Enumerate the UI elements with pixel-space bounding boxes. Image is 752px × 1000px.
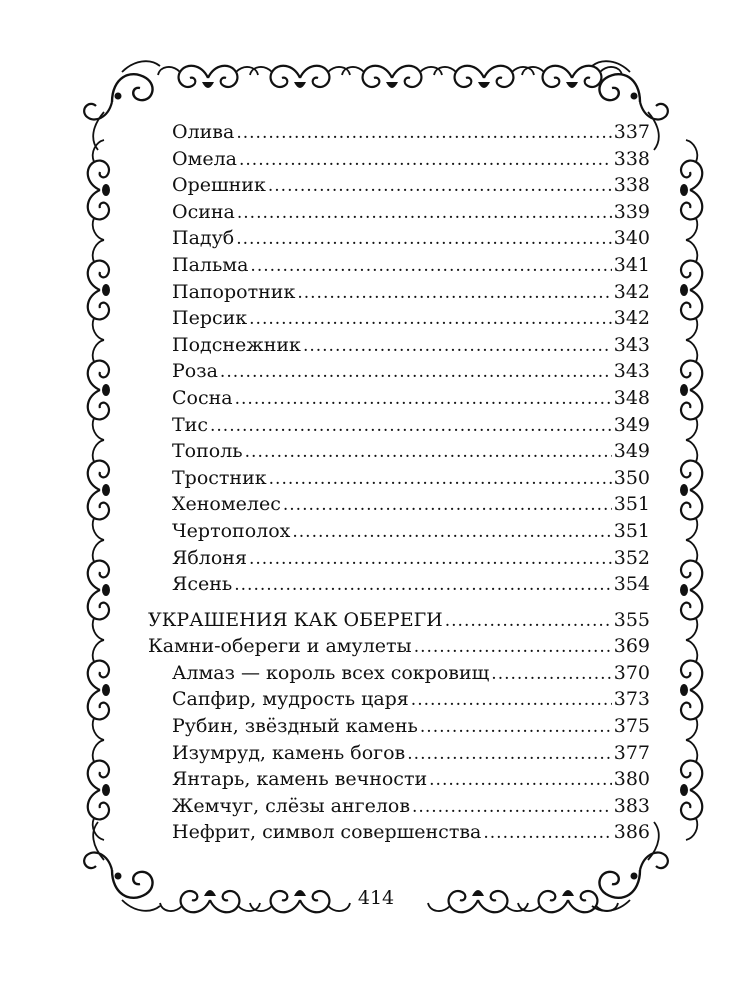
toc-entry[interactable]: [140, 334, 650, 361]
dot-leader: [249, 309, 612, 329]
toc-entry[interactable]: [140, 360, 650, 387]
toc-entry-title: Падуб: [172, 227, 235, 250]
toc-entry-title: Сосна: [172, 386, 233, 409]
page-number: 414: [357, 887, 395, 909]
toc-entry[interactable]: [140, 307, 650, 334]
toc-entry[interactable]: [140, 281, 650, 308]
toc-entry-title: Орешник: [172, 174, 266, 197]
toc-entry-page: 352: [613, 546, 650, 569]
toc-entry-title: Яблоня: [172, 546, 247, 569]
dot-leader: [210, 416, 612, 436]
dot-leader: [445, 611, 612, 631]
toc-entry-page: 338: [613, 174, 650, 197]
toc-entry[interactable]: [140, 201, 650, 228]
stone-entries: [140, 662, 650, 848]
toc-entry-page: 343: [613, 333, 650, 356]
toc-entry-title: Алмаз — король всех сокровищ: [172, 661, 490, 684]
toc-entry-page: 349: [613, 413, 650, 436]
dot-leader: [429, 770, 612, 790]
toc-entry[interactable]: [140, 715, 650, 742]
dot-leader: [237, 203, 612, 223]
toc-entry-title: Камни-обереги и амулеты: [148, 635, 412, 658]
toc-entry-page: 342: [613, 280, 650, 303]
toc-subsection-entry[interactable]: [140, 635, 650, 662]
toc-entry[interactable]: [140, 467, 650, 494]
toc-entry-title: Рубин, звёздный камень: [172, 715, 418, 738]
toc-entry[interactable]: [140, 148, 650, 175]
toc-entry-title: Папоротник: [172, 280, 296, 303]
dot-leader: [412, 797, 612, 817]
dot-leader: [236, 123, 611, 143]
dot-leader: [407, 744, 611, 764]
dot-leader: [268, 176, 612, 196]
toc-entry-title: Сапфир, мудрость царя: [172, 688, 409, 711]
toc-entry-title: Ясень: [172, 573, 233, 596]
toc-entry-page: 337: [613, 121, 650, 143]
toc-entry-title: Янтарь, камень вечности: [172, 768, 428, 791]
toc-entry-page: 348: [613, 386, 650, 409]
dot-leader: [245, 442, 612, 462]
toc-entry-page: 343: [613, 360, 650, 383]
toc-entry-page: 354: [613, 573, 650, 596]
toc-entry[interactable]: [140, 573, 650, 600]
toc-entry[interactable]: [140, 688, 650, 715]
toc-entry[interactable]: [140, 795, 650, 822]
toc-entry[interactable]: [140, 414, 650, 441]
toc-entry-title: Подснежник: [172, 333, 301, 356]
dot-leader: [236, 229, 612, 249]
dot-leader: [297, 283, 611, 303]
toc-entry-page: 350: [613, 466, 650, 489]
toc-entry[interactable]: [140, 227, 650, 254]
toc-entry-page: 369: [613, 635, 650, 658]
dot-leader: [414, 637, 612, 657]
toc-section-entry[interactable]: [140, 609, 650, 636]
toc-entry[interactable]: [140, 121, 650, 148]
toc-entry-page: 340: [613, 227, 650, 250]
toc-entry-page: 370: [613, 661, 650, 684]
toc-entry-title: Хеномелес: [172, 493, 281, 516]
toc-entry-page: 338: [613, 147, 650, 170]
dot-leader: [303, 336, 612, 356]
toc-entry-page: 342: [613, 307, 650, 330]
toc-entry[interactable]: [140, 662, 650, 689]
plant-entries: [140, 121, 650, 600]
dot-leader: [239, 150, 612, 170]
toc-entry-title: УКРАШЕНИЯ КАК ОБЕРЕГИ: [148, 608, 443, 631]
dot-leader: [283, 495, 612, 515]
toc-entry[interactable]: [140, 174, 650, 201]
dot-leader: [420, 717, 612, 737]
dot-leader: [235, 389, 612, 409]
dot-leader: [269, 469, 612, 489]
toc-entry-title: Тис: [172, 413, 208, 436]
toc-entry-title: Олива: [172, 121, 235, 143]
toc-entry-page: 349: [613, 440, 650, 463]
toc-entry-page: 339: [613, 200, 650, 223]
toc-entry-page: 380: [613, 768, 650, 791]
dot-leader: [250, 256, 611, 276]
toc-entry-page: 341: [613, 253, 650, 276]
toc-entry-title: Тополь: [172, 440, 243, 463]
toc-entry[interactable]: [140, 440, 650, 467]
toc-entry-title: Чертополох: [172, 519, 291, 542]
toc-entry-title: Изумруд, камень богов: [172, 741, 406, 764]
dot-leader: [483, 823, 611, 843]
toc-entry-title: Осина: [172, 200, 235, 223]
toc-entry[interactable]: [140, 254, 650, 281]
toc-entry-title: Пальма: [172, 253, 249, 276]
toc-entry[interactable]: [140, 493, 650, 520]
toc-entry-page: 375: [613, 715, 650, 738]
toc-entry-title: Персик: [172, 307, 248, 330]
toc-entry-page: 355: [613, 608, 650, 631]
toc-entry-title: Жемчуг, слёзы ангелов: [172, 794, 411, 817]
dot-leader: [249, 549, 612, 569]
toc-entry[interactable]: [140, 547, 650, 574]
toc-entry-page: 351: [613, 519, 650, 542]
dot-leader: [411, 690, 612, 710]
dot-leader: [234, 575, 611, 595]
toc-entry-title: Нефрит, символ совершенства: [172, 821, 482, 844]
toc-entry[interactable]: [140, 742, 650, 769]
toc-entry[interactable]: [140, 520, 650, 547]
dot-leader: [220, 362, 612, 382]
toc-entry-title: Тростник: [172, 466, 267, 489]
toc-entry[interactable]: [140, 768, 650, 795]
dot-leader: [491, 664, 611, 684]
toc-entry-title: Роза: [172, 360, 218, 383]
toc-entry-page: 377: [613, 741, 650, 764]
toc-entry-page: 351: [613, 493, 650, 516]
toc-entry[interactable]: [140, 821, 650, 848]
table-of-contents: [140, 121, 650, 848]
dot-leader: [292, 522, 611, 542]
toc-entry-page: 373: [613, 688, 650, 711]
toc-entry-title: Омела: [172, 147, 237, 170]
toc-entry[interactable]: [140, 387, 650, 414]
toc-entry-page: 386: [613, 821, 650, 844]
toc-entry-page: 383: [613, 794, 650, 817]
